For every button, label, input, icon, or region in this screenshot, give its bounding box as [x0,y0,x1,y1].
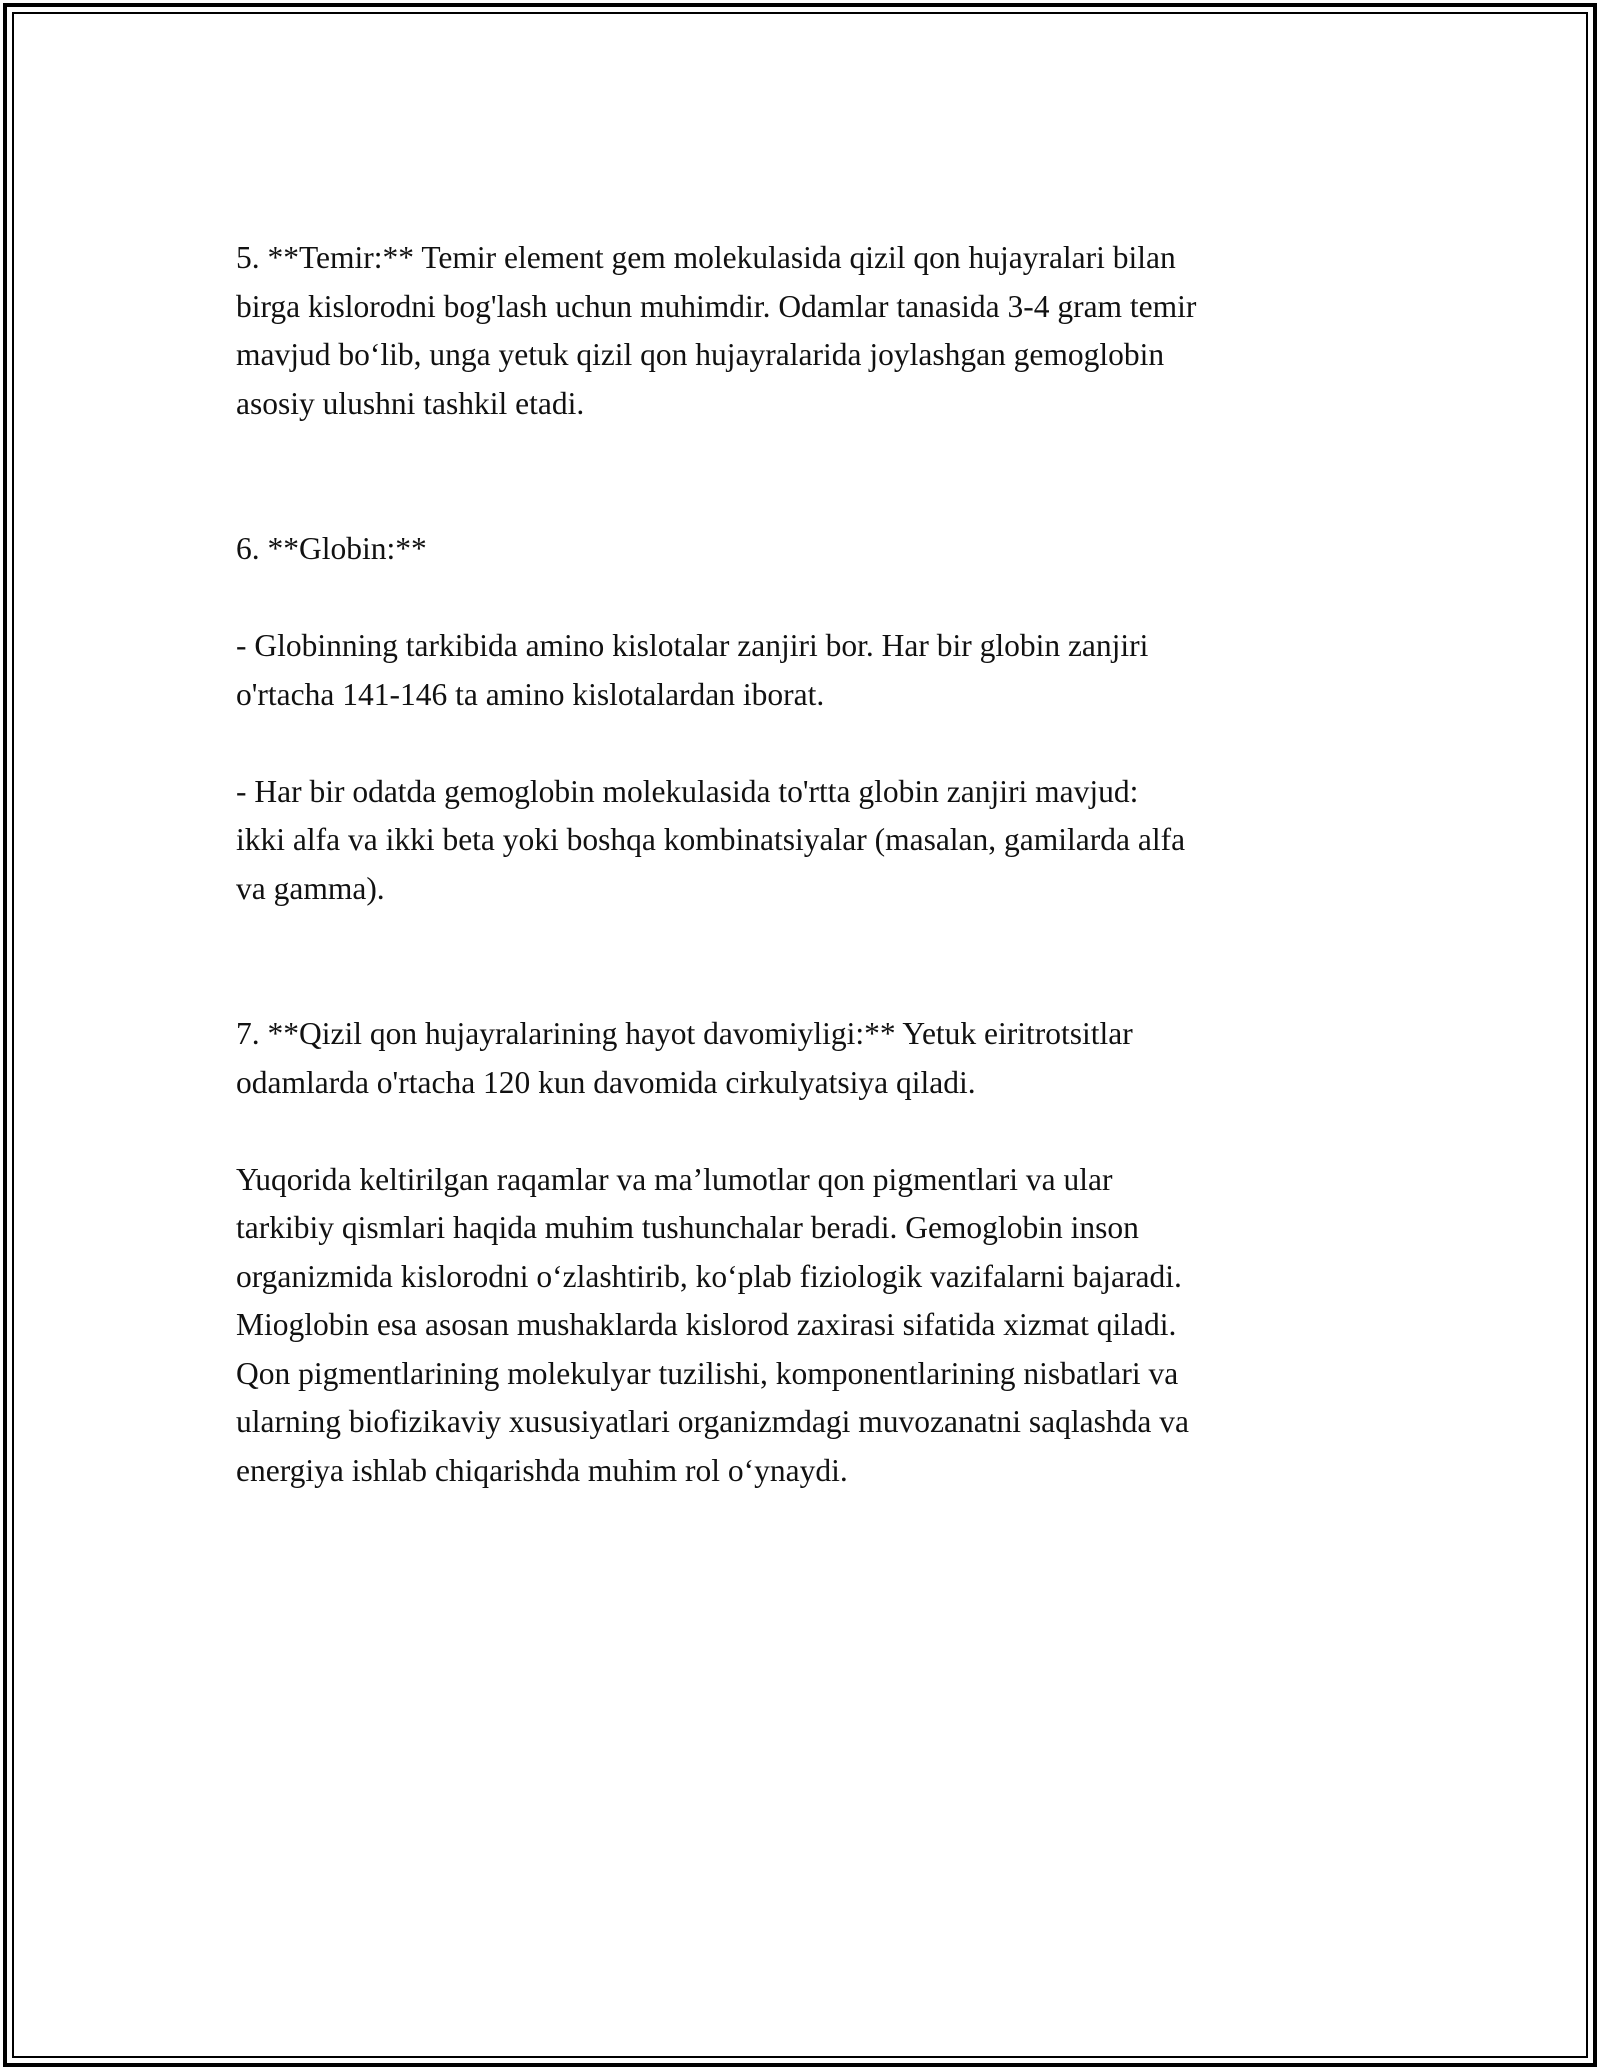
document-body [236,234,1376,1544]
section-7-lifespan: 7. **Qizil qon hujayralarining hayot davomiyligi:** Yetuk eiritrotsitlar odamlarda o'rtacha 120 kun davomida cirkulyatsiya qiladi. [236,1016,1133,1100]
conclusion-paragraph: Yuqorida keltirilgan raqamlar va ma’lumotlar qon pigmentlari va ular tarkibiy qismlari haqida muhim tushunchalar beradi. Gemoglobin inson organizmida kislorodni o‘zlashtirib, ko‘plab fiziologik vazifalarni bajaradi. Mioglobin esa asosan mushaklarda kislorod zaxirasi sifatida xizmat qiladi. Qon pigmentlarining molekulyar tuzilishi, komponentlarining nisbatlari va ularning biofizikaviy xususiyatlari organizmdagi muvozanatni saqlashda va energiya ishlab chiqarishda muhim rol o‘ynaydi. [236,1161,1189,1488]
section-6-item-2: - Har bir odatda gemoglobin molekulasida to'rtta globin zanjiri mavjud: ikki alfa va ikki beta yoki boshqa kombinatsiyalar (masalan, gamilarda alfa va gamma). [236,773,1186,906]
section-6-globin [236,477,1376,962]
section-6-heading: 6. **Globin:** [236,531,427,566]
section-6-item-1: - Globinning tarkibida amino kislotalar zanjiri bor. Har bir globin zanjiri o'rtacha 141-146 ta amino kislotalardan iborat. [236,628,1149,712]
section-5-temir: 5. **Temir:** Temir element gem molekulasida qizil qon hujayralari bilan birga kislorodni bog'lash uchun muhimdir. Odamlar tanasida 3-4 gram temir mavjud bo‘lib, unga yetuk qizil qon hujayralarida joylashgan gemoglobin asosiy ulushni tashkil etadi. [236,240,1197,421]
